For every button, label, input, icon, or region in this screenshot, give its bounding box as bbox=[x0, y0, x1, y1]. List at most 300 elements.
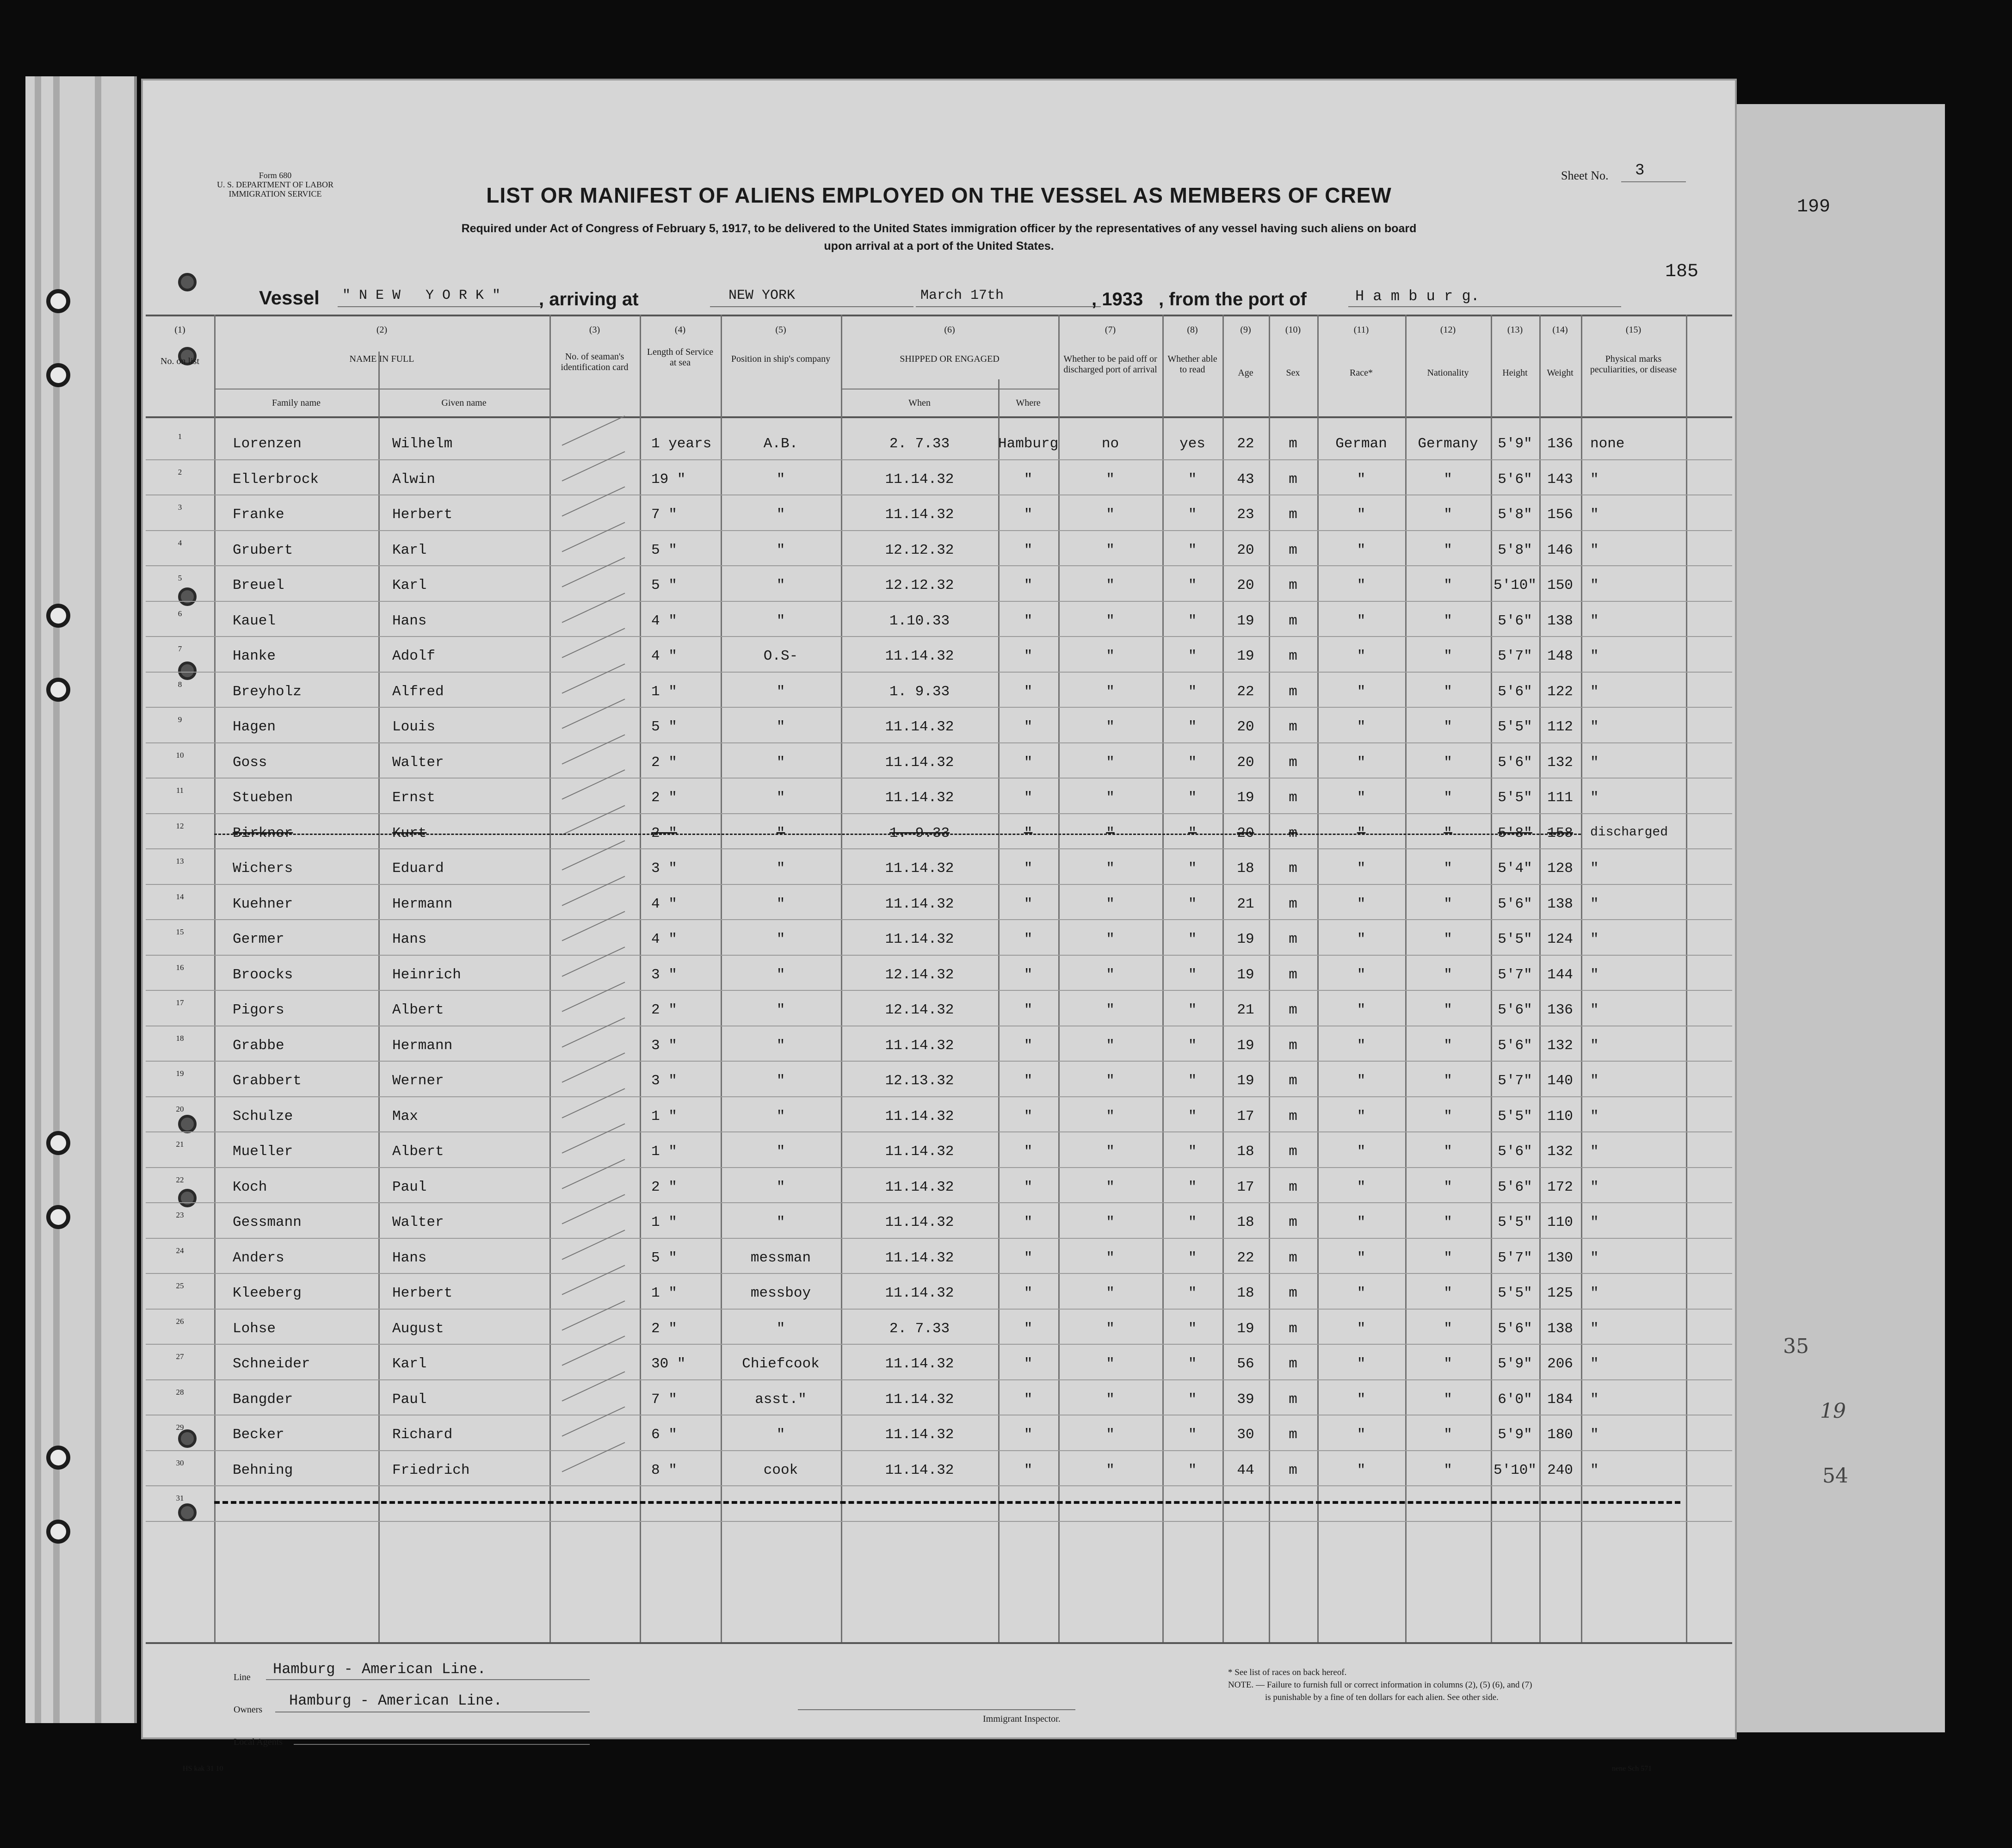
cell-nat: " bbox=[1444, 1391, 1452, 1408]
cell-when: 11.14.32 bbox=[885, 1285, 954, 1301]
cell-height: 5'9" bbox=[1498, 1427, 1532, 1443]
cell-race: German bbox=[1335, 436, 1387, 452]
cell-family: Behning bbox=[233, 1462, 293, 1478]
cell-position: " bbox=[776, 966, 785, 983]
cell-weight: 136 bbox=[1547, 1002, 1573, 1018]
cell-race: " bbox=[1357, 471, 1366, 488]
cell-when: 2. 7.33 bbox=[889, 436, 950, 452]
department-name: U. S. DEPARTMENT OF LABOR bbox=[217, 179, 333, 189]
cell-n: 12 bbox=[176, 821, 184, 830]
cell-age: 20 bbox=[1237, 754, 1254, 771]
cell-n: 16 bbox=[176, 963, 184, 972]
cell-sex: m bbox=[1289, 754, 1297, 771]
cell-service: 3 " bbox=[651, 966, 677, 983]
cell-height: 5'5" bbox=[1498, 1214, 1532, 1230]
cell-race: " bbox=[1357, 1285, 1366, 1301]
cell-position: asst." bbox=[755, 1391, 807, 1408]
cell-paid: no bbox=[1101, 436, 1119, 452]
cell-nat: " bbox=[1444, 648, 1452, 664]
cell-where: " bbox=[1024, 507, 1033, 523]
cell-service: 3 " bbox=[651, 1037, 677, 1054]
cell-sex: m bbox=[1289, 1391, 1297, 1408]
cell-age: 20 bbox=[1237, 719, 1254, 735]
cell-where: " bbox=[1024, 1462, 1033, 1478]
local-agents-label: Local Agents bbox=[234, 1737, 283, 1747]
cell-nat: " bbox=[1444, 966, 1452, 983]
cell-race: " bbox=[1357, 612, 1366, 629]
cell-age: 19 bbox=[1237, 1073, 1254, 1089]
cell-when: 12.12.32 bbox=[885, 542, 954, 558]
cell-position: " bbox=[776, 1073, 785, 1089]
cell-nat: " bbox=[1444, 612, 1452, 629]
cell-where: Hamburg bbox=[998, 436, 1059, 452]
cell-where: " bbox=[1024, 1320, 1033, 1337]
stamp-page-number: 199 bbox=[1797, 197, 1831, 217]
cell-paid: " bbox=[1106, 754, 1115, 771]
cell-where: " bbox=[1024, 612, 1033, 629]
cell-weight: 150 bbox=[1547, 577, 1573, 593]
cell-race: " bbox=[1357, 1249, 1366, 1266]
cell-paid: " bbox=[1106, 1037, 1115, 1054]
cell-weight: 136 bbox=[1547, 436, 1573, 452]
cell-weight: 111 bbox=[1547, 790, 1573, 806]
cell-read: " bbox=[1188, 1073, 1197, 1089]
cell-when: 11.14.32 bbox=[885, 1427, 954, 1443]
cell-family: Anders bbox=[233, 1249, 284, 1266]
col-physical-marks-number: (15) bbox=[1625, 325, 1642, 335]
cell-when: 11.14.32 bbox=[885, 1179, 954, 1195]
cell-position: " bbox=[776, 1427, 785, 1443]
cell-paid: " bbox=[1106, 931, 1115, 947]
cell-weight: 146 bbox=[1547, 542, 1573, 558]
cell-position: " bbox=[776, 542, 785, 558]
col-race-number: (11) bbox=[1353, 325, 1369, 335]
cell-weight: 144 bbox=[1547, 966, 1573, 983]
cell-where: " bbox=[1024, 542, 1033, 558]
cell-age: 19 bbox=[1237, 790, 1254, 806]
arrival-year: , 1933 bbox=[1092, 289, 1143, 309]
margin-note: 19 bbox=[1820, 1399, 1846, 1423]
cell-weight: 128 bbox=[1547, 860, 1573, 877]
cell-age: 20 bbox=[1237, 825, 1254, 841]
cell-service: 5 " bbox=[651, 1249, 677, 1266]
cell-sex: m bbox=[1289, 507, 1297, 523]
cell-when: 11.14.32 bbox=[885, 931, 954, 947]
table-row bbox=[146, 1063, 1732, 1098]
cell-read: " bbox=[1188, 612, 1197, 629]
cell-when: 12.14.32 bbox=[885, 1002, 954, 1018]
cell-height: 5'5" bbox=[1498, 931, 1532, 947]
cell-race: " bbox=[1357, 1391, 1366, 1408]
form-number: Form 680 bbox=[259, 171, 292, 180]
cell-when: 11.14.32 bbox=[885, 1037, 954, 1054]
cell-family: Ellerbrock bbox=[233, 471, 319, 488]
cell-given: Walter bbox=[392, 1214, 444, 1230]
cell-weight: 110 bbox=[1547, 1108, 1573, 1125]
cell-marks: " bbox=[1590, 966, 1599, 983]
col-weight-number: (14) bbox=[1552, 325, 1568, 335]
cell-n: 27 bbox=[176, 1352, 184, 1361]
binder-ring bbox=[46, 363, 70, 387]
cell-given: Hermann bbox=[392, 896, 453, 912]
cell-weight: 110 bbox=[1547, 1214, 1573, 1230]
cell-nat: " bbox=[1444, 1143, 1452, 1160]
cell-nat: " bbox=[1444, 1320, 1452, 1337]
cell-where: " bbox=[1024, 648, 1033, 664]
cell-marks: " bbox=[1590, 1143, 1599, 1160]
cell-where: " bbox=[1024, 1143, 1033, 1160]
cell-sex: m bbox=[1289, 542, 1297, 558]
cell-family: Lohse bbox=[233, 1320, 276, 1337]
binder-left-page bbox=[25, 76, 137, 1723]
cell-weight: 138 bbox=[1547, 612, 1573, 629]
col-position-header: Position in ship's company bbox=[731, 354, 831, 364]
cell-marks: " bbox=[1590, 860, 1599, 877]
binder-ring bbox=[46, 1131, 70, 1155]
cell-weight: 138 bbox=[1547, 1320, 1573, 1337]
cell-n: 9 bbox=[178, 715, 182, 724]
cell-paid: " bbox=[1106, 577, 1115, 593]
cell-when: 11.14.32 bbox=[885, 1108, 954, 1125]
cell-given: Albert bbox=[392, 1002, 444, 1018]
subtitle-line-2: upon arrival at a port of the United States. bbox=[824, 240, 1054, 253]
cell-marks: " bbox=[1590, 648, 1599, 664]
cell-race: " bbox=[1357, 1073, 1366, 1089]
col-sex-number: (10) bbox=[1285, 325, 1301, 335]
cell-given: Adolf bbox=[392, 648, 436, 664]
cell-when: 11.14.32 bbox=[885, 1214, 954, 1230]
cell-marks: " bbox=[1590, 790, 1599, 806]
cell-weight: 172 bbox=[1547, 1179, 1573, 1195]
cell-n: 4 bbox=[178, 538, 182, 547]
cell-n: 22 bbox=[176, 1175, 184, 1184]
cell-n: 1 bbox=[178, 432, 182, 441]
cell-given: Richard bbox=[392, 1427, 453, 1443]
cell-nat: " bbox=[1444, 790, 1452, 806]
cell-nat: " bbox=[1444, 1427, 1452, 1443]
col-nationality-number: (12) bbox=[1440, 325, 1456, 335]
cell-read: " bbox=[1188, 648, 1197, 664]
cell-paid: " bbox=[1106, 1214, 1115, 1230]
cell-when: 11.14.32 bbox=[885, 471, 954, 488]
vessel-label: Vessel bbox=[259, 287, 320, 309]
cell-weight: 122 bbox=[1547, 683, 1573, 700]
cell-position: messboy bbox=[750, 1285, 811, 1301]
cell-given: Herbert bbox=[392, 507, 453, 523]
document-title: LIST OR MANIFEST OF ALIENS EMPLOYED ON THE VESSEL AS MEMBERS OF CREW bbox=[486, 183, 1392, 207]
col-name-header: NAME IN FULL bbox=[349, 354, 414, 364]
cell-given: Herbert bbox=[392, 1285, 453, 1301]
cell-age: 18 bbox=[1237, 1285, 1254, 1301]
cell-weight: 206 bbox=[1547, 1356, 1573, 1372]
cell-marks: " bbox=[1590, 1285, 1599, 1301]
cell-service: 1 years bbox=[651, 436, 712, 452]
owners-label: Owners bbox=[234, 1705, 263, 1715]
cell-where: " bbox=[1024, 1037, 1033, 1054]
cell-family: Grabbe bbox=[233, 1037, 284, 1054]
cell-where: " bbox=[1024, 966, 1033, 983]
cell-family: Gessmann bbox=[233, 1214, 302, 1230]
cell-nat: " bbox=[1444, 1108, 1452, 1125]
cell-paid: " bbox=[1106, 1073, 1115, 1089]
table-row bbox=[146, 709, 1732, 744]
cell-position: " bbox=[776, 1002, 785, 1018]
cell-service: 3 " bbox=[651, 1073, 677, 1089]
cell-given: Hans bbox=[392, 931, 427, 947]
cell-position: " bbox=[776, 1214, 785, 1230]
cell-when: 12.14.32 bbox=[885, 966, 954, 983]
table-row bbox=[146, 1204, 1732, 1240]
cell-sex: m bbox=[1289, 825, 1297, 841]
line-label: Line bbox=[234, 1672, 251, 1682]
cell-sex: m bbox=[1289, 860, 1297, 877]
cell-race: " bbox=[1357, 1214, 1366, 1230]
cell-read: " bbox=[1188, 1037, 1197, 1054]
cell-paid: " bbox=[1106, 1108, 1115, 1125]
cell-paid: " bbox=[1106, 612, 1115, 629]
cell-age: 22 bbox=[1237, 1249, 1254, 1266]
cell-height: 5'5" bbox=[1498, 790, 1532, 806]
col-id-card-header: No. of seaman's identification card bbox=[561, 352, 629, 372]
table-row bbox=[146, 1275, 1732, 1310]
cell-service: 4 " bbox=[651, 648, 677, 664]
cell-service: 2 " bbox=[651, 825, 677, 841]
cell-sex: m bbox=[1289, 1427, 1297, 1443]
cell-sex: m bbox=[1289, 1285, 1297, 1301]
col-paid-off-header: Whether to be paid off or discharged port of arrival bbox=[1063, 354, 1157, 375]
end-of-list-line bbox=[214, 1501, 1680, 1504]
cell-service: 2 " bbox=[651, 790, 677, 806]
cell-where: " bbox=[1024, 825, 1033, 841]
note-races: * See list of races on back hereof. bbox=[1228, 1668, 1347, 1677]
cell-service: 8 " bbox=[651, 1462, 677, 1478]
table-row bbox=[146, 1169, 1732, 1205]
table-row bbox=[146, 1452, 1732, 1488]
table-row bbox=[146, 850, 1732, 886]
cell-family: Lorenzen bbox=[233, 436, 302, 452]
table-row bbox=[146, 744, 1732, 780]
cell-age: 30 bbox=[1237, 1427, 1254, 1443]
cell-position: " bbox=[776, 1179, 785, 1195]
cell-read: " bbox=[1188, 1214, 1197, 1230]
cell-where: " bbox=[1024, 719, 1033, 735]
cell-service: 4 " bbox=[651, 896, 677, 912]
cell-given: Alfred bbox=[392, 683, 444, 700]
table-row bbox=[146, 426, 1732, 461]
cell-paid: " bbox=[1106, 683, 1115, 700]
cell-family: Broocks bbox=[233, 966, 293, 983]
cell-marks: " bbox=[1590, 1356, 1599, 1372]
cell-weight: 124 bbox=[1547, 931, 1573, 947]
cell-given: Louis bbox=[392, 719, 436, 735]
col-where-header: Where bbox=[1016, 398, 1041, 408]
cell-sex: m bbox=[1289, 1002, 1297, 1018]
cell-service: 4 " bbox=[651, 612, 677, 629]
cell-read: " bbox=[1188, 860, 1197, 877]
col-sex-header: Sex bbox=[1286, 368, 1300, 378]
cell-height: 5'6" bbox=[1498, 1320, 1532, 1337]
cell-sex: m bbox=[1289, 1143, 1297, 1160]
cell-position: " bbox=[776, 577, 785, 593]
cell-family: Wichers bbox=[233, 860, 293, 877]
cell-when: 11.14.32 bbox=[885, 648, 954, 664]
cell-sex: m bbox=[1289, 648, 1297, 664]
cell-read: yes bbox=[1179, 436, 1205, 452]
cell-read: " bbox=[1188, 683, 1197, 700]
cell-position: O.S- bbox=[763, 648, 798, 664]
service-name: IMMIGRATION SERVICE bbox=[228, 189, 322, 198]
cell-marks: " bbox=[1590, 612, 1599, 629]
cell-where: " bbox=[1024, 1427, 1033, 1443]
cell-marks: " bbox=[1590, 1462, 1599, 1478]
cell-service: 5 " bbox=[651, 719, 677, 735]
cell-n: 18 bbox=[176, 1033, 184, 1043]
cell-n: 11 bbox=[176, 786, 184, 795]
cell-position: " bbox=[776, 507, 785, 523]
right-adjacent-page bbox=[1737, 104, 1945, 1732]
col-age-header: Age bbox=[1238, 368, 1253, 378]
cell-given: Hans bbox=[392, 1249, 427, 1266]
cell-position: " bbox=[776, 719, 785, 735]
cell-sex: m bbox=[1289, 577, 1297, 593]
immigrant-inspector-label: Immigrant Inspector. bbox=[983, 1714, 1061, 1724]
cell-family: Bangder bbox=[233, 1391, 293, 1408]
col-read-header: Whether able to read bbox=[1167, 354, 1217, 375]
cell-paid: " bbox=[1106, 507, 1115, 523]
col-list-number-header: No. on list bbox=[160, 356, 199, 366]
strike-through-line bbox=[214, 834, 1581, 835]
cell-marks: " bbox=[1590, 1249, 1599, 1266]
print-code: HS kak 31 10 bbox=[183, 1765, 223, 1773]
cell-n: 17 bbox=[176, 998, 184, 1007]
cell-race: " bbox=[1357, 860, 1366, 877]
cell-sex: m bbox=[1289, 1462, 1297, 1478]
cell-height: 5'6" bbox=[1498, 896, 1532, 912]
cell-given: Karl bbox=[392, 1356, 427, 1372]
cell-race: " bbox=[1357, 683, 1366, 700]
cell-paid: " bbox=[1106, 1427, 1115, 1443]
cell-nat: " bbox=[1444, 1073, 1452, 1089]
cell-age: 44 bbox=[1237, 1462, 1254, 1478]
cell-age: 17 bbox=[1237, 1108, 1254, 1125]
col-height-header: Height bbox=[1502, 368, 1528, 378]
table-row bbox=[146, 1133, 1732, 1169]
cell-sex: m bbox=[1289, 1356, 1297, 1372]
cell-given: Eduard bbox=[392, 860, 444, 877]
cell-given: Paul bbox=[392, 1391, 427, 1408]
margin-note: 54 bbox=[1822, 1464, 1848, 1488]
cell-weight: 240 bbox=[1547, 1462, 1573, 1478]
cell-n: 5 bbox=[178, 574, 182, 582]
cell-n: 23 bbox=[176, 1211, 184, 1219]
col-physical-marks-header: Physical marks peculiarities, or disease bbox=[1590, 354, 1677, 375]
margin-note: 35 bbox=[1783, 1335, 1809, 1358]
cell-read: " bbox=[1188, 790, 1197, 806]
cell-height: 5'6" bbox=[1498, 612, 1532, 629]
cell-where: " bbox=[1024, 1356, 1033, 1372]
cell-age: 23 bbox=[1237, 507, 1254, 523]
binder-ring bbox=[46, 1205, 70, 1229]
cell-where: " bbox=[1024, 1073, 1033, 1089]
cell-paid: " bbox=[1106, 1285, 1115, 1301]
cell-marks: " bbox=[1590, 1037, 1599, 1054]
cell-position: " bbox=[776, 790, 785, 806]
cell-race: " bbox=[1357, 1108, 1366, 1125]
cell-read: " bbox=[1188, 754, 1197, 771]
cell-when: 1. 9.33 bbox=[889, 825, 950, 841]
cell-age: 22 bbox=[1237, 436, 1254, 452]
cell-marks: " bbox=[1590, 1179, 1599, 1195]
col-shipped-number: (6) bbox=[944, 325, 955, 335]
cell-where: " bbox=[1024, 790, 1033, 806]
cell-paid: " bbox=[1106, 1356, 1115, 1372]
cell-paid: " bbox=[1106, 1179, 1115, 1195]
cell-weight: 184 bbox=[1547, 1391, 1573, 1408]
table-row bbox=[146, 496, 1732, 532]
cell-given: Walter bbox=[392, 754, 444, 771]
cell-age: 19 bbox=[1237, 648, 1254, 664]
sheet-number: 3 bbox=[1635, 162, 1645, 179]
cell-age: 21 bbox=[1237, 1002, 1254, 1018]
cell-marks: " bbox=[1590, 1108, 1599, 1125]
cell-weight: 132 bbox=[1547, 1143, 1573, 1160]
cell-when: 11.14.32 bbox=[885, 1391, 954, 1408]
cell-sex: m bbox=[1289, 1249, 1297, 1266]
manifest-sheet bbox=[141, 79, 1737, 1773]
cell-age: 20 bbox=[1237, 542, 1254, 558]
cell-race: " bbox=[1357, 966, 1366, 983]
cell-sex: m bbox=[1289, 436, 1297, 452]
cell-position: " bbox=[776, 612, 785, 629]
cell-n: 21 bbox=[176, 1140, 184, 1149]
cell-age: 17 bbox=[1237, 1179, 1254, 1195]
cell-given: Ernst bbox=[392, 790, 436, 806]
col-position-number: (5) bbox=[775, 325, 786, 335]
table-row bbox=[146, 532, 1732, 568]
cell-position: A.B. bbox=[763, 436, 798, 452]
cell-sex: m bbox=[1289, 1108, 1297, 1125]
owners-value: Hamburg - American Line. bbox=[289, 1692, 502, 1709]
cell-n: 19 bbox=[176, 1069, 184, 1078]
cell-given: Albert bbox=[392, 1143, 444, 1160]
cell-nat: " bbox=[1444, 1356, 1452, 1372]
cell-nat: " bbox=[1444, 754, 1452, 771]
cell-when: 11.14.32 bbox=[885, 1143, 954, 1160]
cell-service: 3 " bbox=[651, 860, 677, 877]
cell-sex: m bbox=[1289, 1179, 1297, 1195]
cell-age: 19 bbox=[1237, 612, 1254, 629]
cell-race: " bbox=[1357, 648, 1366, 664]
cell-given: Alwin bbox=[392, 471, 436, 488]
cell-when: 11.14.32 bbox=[885, 1462, 954, 1478]
cell-nat: " bbox=[1444, 683, 1452, 700]
cell-when: 11.14.32 bbox=[885, 896, 954, 912]
binder-ring bbox=[46, 604, 70, 628]
cell-where: " bbox=[1024, 1391, 1033, 1408]
cell-family: Schulze bbox=[233, 1108, 293, 1125]
cell-n: 14 bbox=[176, 892, 184, 901]
cell-weight: 112 bbox=[1547, 719, 1573, 735]
cell-family: Mueller bbox=[233, 1143, 293, 1160]
cell-service: 1 " bbox=[651, 1108, 677, 1125]
cell-weight: 158 bbox=[1547, 825, 1573, 841]
cell-age: 20 bbox=[1237, 577, 1254, 593]
table-row bbox=[146, 638, 1732, 674]
cell-given: Hans bbox=[392, 612, 427, 629]
cell-n: 24 bbox=[176, 1246, 184, 1255]
cell-when: 11.14.32 bbox=[885, 754, 954, 771]
cell-age: 56 bbox=[1237, 1356, 1254, 1372]
